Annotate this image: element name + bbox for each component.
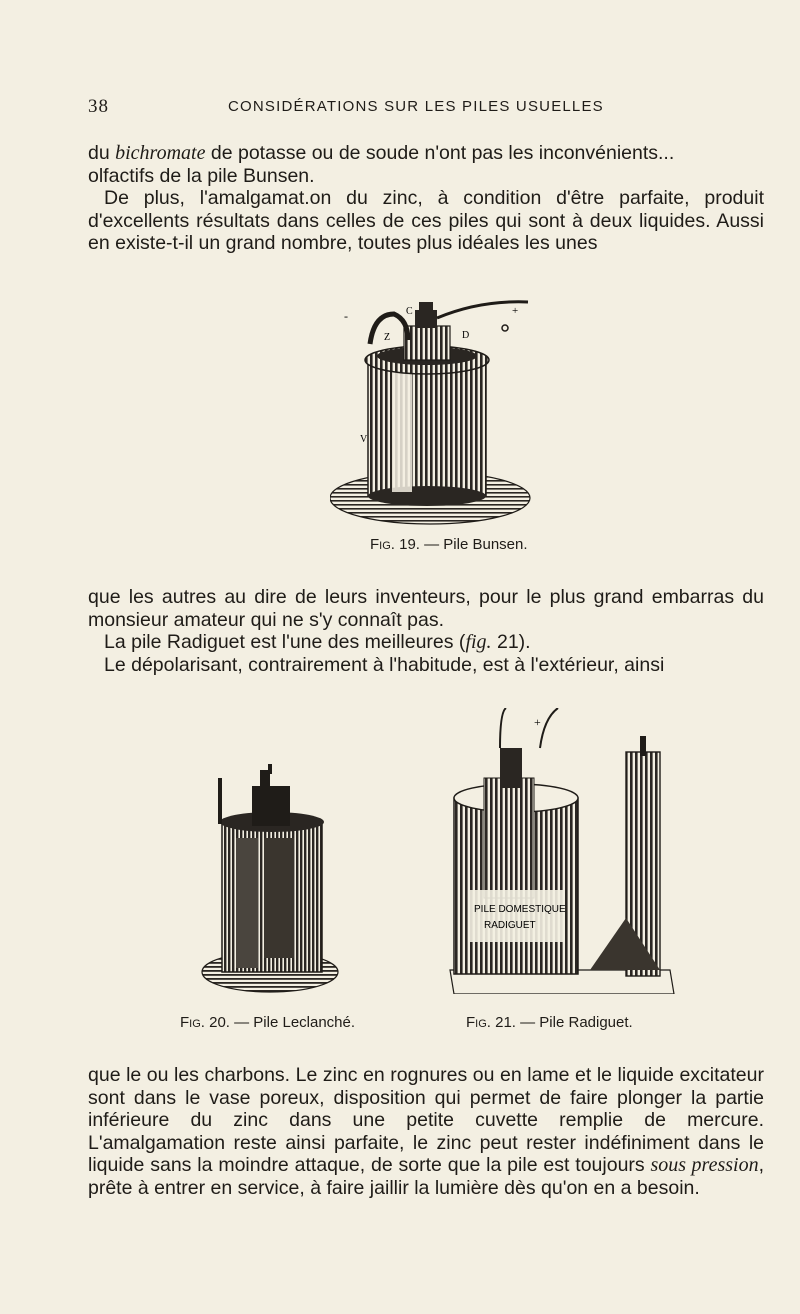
p2-text-c: Le dépolarisant, contrairement à l'habitude, est à l'extérieur, ainsi	[104, 653, 665, 676]
figure-19-bunsen-illustration	[330, 300, 540, 530]
p1-italic-word: bichromate	[115, 142, 206, 164]
fig19-label-z: Z	[384, 332, 391, 343]
fig19-number: Fig. 19.	[370, 536, 420, 553]
p3-text-a: que le ou les charbons. Le zinc en rognures ou en lame et le liquide excitateur sont dans le vase poreux, disposition qui permet de faire plonger la partie inférieure du zinc dans une petite cuvette remplie de mercure. L'amalgamation reste ainsi parfaite, le zinc peut rester indéfiniment dans le liquide sans la moindre attaque, de sorte que la pile est toujours	[88, 1064, 764, 1177]
figure-21-caption	[466, 1014, 633, 1031]
fig21-label-line1: PILE DOMESTIQUE	[474, 904, 566, 915]
p3-text-b: , prête à entrer en service, à faire jaillir la lumière dès qu'on en a besoin.	[88, 1154, 764, 1199]
fig20-number: Fig. 20.	[180, 1014, 230, 1031]
p2-text-a: que les autres au dire de leurs inventeurs, pour le plus grand embarras du monsieur amateur qui ne s'y connaît pas.	[88, 586, 764, 631]
fig19-label-minus: -	[344, 309, 348, 323]
fig21-label-plus: +	[534, 715, 541, 729]
fig21-title: — Pile Radiguet.	[515, 1014, 633, 1031]
running-title: CONSIDÉRATIONS SUR LES PILES USUELLES	[228, 98, 604, 115]
p2-text-b-prefix: La pile Radiguet est l'une des meilleures (	[104, 631, 466, 654]
fig19-title: — Pile Bunsen.	[419, 536, 528, 553]
p2-italic-fig: fig.	[465, 631, 492, 654]
figure-21-radiguet-illustration	[440, 708, 680, 994]
figure-20-caption	[180, 1014, 355, 1031]
paragraph-1	[88, 142, 764, 255]
figure-20-leclanche-illustration	[200, 762, 340, 994]
page-number: 38	[88, 96, 109, 117]
fig19-label-v: V	[360, 434, 368, 445]
fig19-label-d: D	[462, 330, 470, 341]
p2-text-b-suffix: 21).	[491, 631, 531, 654]
paragraph-2	[88, 586, 764, 676]
p1-line3: De plus, l'amalgamat.on du zinc, à condition d'être parfaite, produit d'excellents résultats dans celles de ces piles qui sont à deux liquides. Aussi en existe-t-il un grand nombre, toutes plus idéales les unes	[88, 187, 764, 255]
fig20-title: — Pile Leclanché.	[229, 1014, 356, 1031]
p1-text-rest: de potasse ou de soude n'ont pas les inconvénients...	[205, 142, 675, 164]
paragraph-3	[88, 1064, 764, 1200]
p1-text-prefix: du	[88, 142, 116, 164]
fig19-label-plus: +	[512, 305, 519, 317]
fig19-label-c: C	[406, 306, 413, 317]
fig21-number: Fig. 21.	[466, 1014, 516, 1031]
fig21-label-line2: RADIGUET	[484, 920, 536, 931]
p1-line2: olfactifs de la pile Bunsen.	[88, 164, 315, 187]
figure-19-caption	[370, 536, 528, 553]
p3-italic-phrase: sous pression	[650, 1154, 759, 1177]
